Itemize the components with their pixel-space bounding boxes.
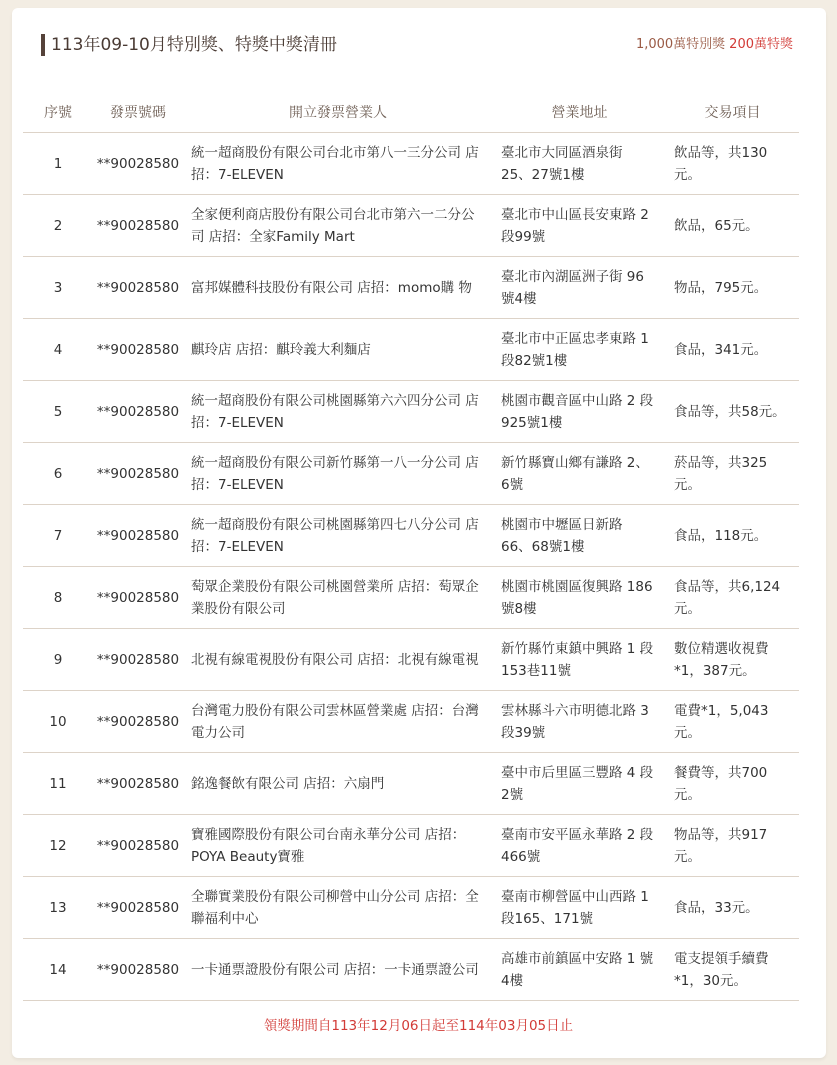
row-invoice-number: **90028580 — [93, 691, 183, 753]
row-invoice-number: **90028580 — [93, 629, 183, 691]
row-item: 飲品，65元。 — [666, 195, 799, 257]
column-header-serial: 序號 — [23, 92, 93, 133]
column-header-seller: 開立發票營業人 — [183, 92, 493, 133]
table-row — [23, 319, 799, 381]
row-serial: 12 — [23, 815, 93, 877]
row-invoice-number: **90028580 — [93, 505, 183, 567]
row-serial: 8 — [23, 567, 93, 629]
list-header — [41, 34, 793, 56]
row-item: 電費*1，5,043 元。 — [666, 691, 799, 753]
row-seller: 統一超商股份有限公司台北市第八一三分公司 店招：7-ELEVEN — [183, 133, 493, 195]
row-address: 臺北市大同區酒泉街 25、27號1樓 — [493, 133, 666, 195]
row-seller: 全聯實業股份有限公司柳營中山分公司 店招：全聯福利中心 — [183, 877, 493, 939]
row-seller: 台灣電力股份有限公司雲林區營業處 店招：台灣電力公司 — [183, 691, 493, 753]
row-seller: 寶雅國際股份有限公司台南永華分公司 店招：POYA Beauty寶雅 — [183, 815, 493, 877]
table-row — [23, 381, 799, 443]
table-row — [23, 877, 799, 939]
row-item: 食品等，共6,124 元。 — [666, 567, 799, 629]
row-invoice-number: **90028580 — [93, 815, 183, 877]
table-row — [23, 195, 799, 257]
row-serial: 11 — [23, 753, 93, 815]
row-invoice-number: **90028580 — [93, 381, 183, 443]
redeem-period-notice: 領獎期間自113年12月06日起至114年03月05日止 — [263, 1018, 574, 1034]
table-row — [23, 257, 799, 319]
row-address: 臺中市后里區三豐路 4 段2號 — [493, 753, 666, 815]
row-seller: 萄眾企業股份有限公司桃園營業所 店招：萄眾企業股份有限公司 — [183, 567, 493, 629]
grand-prize-amount: 200萬特獎 — [729, 37, 793, 52]
row-invoice-number: **90028580 — [93, 319, 183, 381]
prize-summary — [636, 36, 793, 54]
page-title: 113年09-10月特別獎、特獎中獎清冊 — [51, 35, 337, 55]
row-serial: 2 — [23, 195, 93, 257]
winning-invoice-table — [23, 92, 799, 1001]
table-header-row — [23, 92, 799, 133]
table-row — [23, 939, 799, 1001]
row-invoice-number: **90028580 — [93, 257, 183, 319]
row-address: 臺南市安平區永華路 2 段466號 — [493, 815, 666, 877]
row-item: 數位精選收視費 *1，387元。 — [666, 629, 799, 691]
table-row — [23, 629, 799, 691]
table-row — [23, 753, 799, 815]
row-invoice-number: **90028580 — [93, 195, 183, 257]
row-serial: 7 — [23, 505, 93, 567]
row-address: 臺南市柳營區中山西路 1段165、171號 — [493, 877, 666, 939]
row-item: 電支提領手續費 *1，30元。 — [666, 939, 799, 1001]
row-seller: 統一超商股份有限公司新竹縣第一八一分公司 店招：7-ELEVEN — [183, 443, 493, 505]
row-serial: 3 — [23, 257, 93, 319]
table-row — [23, 567, 799, 629]
row-seller: 麒玲店 店招：麒玲義大利麵店 — [183, 319, 493, 381]
table-row — [23, 443, 799, 505]
special-prize-amount: 1,000萬特別獎 — [635, 37, 726, 52]
column-header-address: 營業地址 — [493, 92, 666, 133]
row-seller: 統一超商股份有限公司桃園縣第六六四分公司 店招：7-ELEVEN — [183, 381, 493, 443]
row-serial: 13 — [23, 877, 93, 939]
table-row — [23, 691, 799, 753]
row-address: 桃園市觀音區中山路 2 段925號1樓 — [493, 381, 666, 443]
title-accent-bar — [41, 34, 45, 56]
row-serial: 1 — [23, 133, 93, 195]
row-item: 物品等，共917 元。 — [666, 815, 799, 877]
row-item: 食品等，共58元。 — [666, 381, 799, 443]
row-item: 食品，118元。 — [666, 505, 799, 567]
row-item: 飲品等，共130 元。 — [666, 133, 799, 195]
row-serial: 14 — [23, 939, 93, 1001]
row-item: 食品，33元。 — [666, 877, 799, 939]
table-row — [23, 505, 799, 567]
row-invoice-number: **90028580 — [93, 753, 183, 815]
row-serial: 6 — [23, 443, 93, 505]
row-seller: 北視有線電視股份有限公司 店招：北視有線電視 — [183, 629, 493, 691]
table-row — [23, 133, 799, 195]
row-seller: 銘逸餐飲有限公司 店招：六扇門 — [183, 753, 493, 815]
row-invoice-number: **90028580 — [93, 877, 183, 939]
row-address: 臺北市內湖區洲子街 96號4樓 — [493, 257, 666, 319]
row-item: 餐費等，共700 元。 — [666, 753, 799, 815]
row-serial: 9 — [23, 629, 93, 691]
row-invoice-number: **90028580 — [93, 567, 183, 629]
row-address: 桃園市中壢區日新路 66、68號1樓 — [493, 505, 666, 567]
column-header-item: 交易項目 — [666, 92, 799, 133]
row-item: 物品，795元。 — [666, 257, 799, 319]
row-invoice-number: **90028580 — [93, 939, 183, 1001]
row-seller: 全家便利商店股份有限公司台北市第六一二分公司 店招：全家Family Mart — [183, 195, 493, 257]
table-row — [23, 815, 799, 877]
row-serial: 10 — [23, 691, 93, 753]
row-item: 食品，341元。 — [666, 319, 799, 381]
row-address: 臺北市中山區長安東路 2段99號 — [493, 195, 666, 257]
row-serial: 4 — [23, 319, 93, 381]
column-header-invoice-number: 發票號碼 — [93, 92, 183, 133]
row-address: 臺北市中正區忠孝東路 1段82號1樓 — [493, 319, 666, 381]
row-item: 菸品等，共325 元。 — [666, 443, 799, 505]
row-seller: 富邦媒體科技股份有限公司 店招：momo購 物 — [183, 257, 493, 319]
row-address: 桃園市桃園區復興路 186號8樓 — [493, 567, 666, 629]
row-address: 高雄市前鎮區中安路 1 號4樓 — [493, 939, 666, 1001]
row-seller: 一卡通票證股份有限公司 店招：一卡通票證公司 — [183, 939, 493, 1001]
row-address: 新竹縣寶山鄉有謙路 2、6號 — [493, 443, 666, 505]
row-invoice-number: **90028580 — [93, 133, 183, 195]
row-seller: 統一超商股份有限公司桃園縣第四七八分公司 店招：7-ELEVEN — [183, 505, 493, 567]
row-address: 雲林縣斗六市明德北路 3段39號 — [493, 691, 666, 753]
row-address: 新竹縣竹東鎮中興路 1 段153巷11號 — [493, 629, 666, 691]
row-serial: 5 — [23, 381, 93, 443]
row-invoice-number: **90028580 — [93, 443, 183, 505]
